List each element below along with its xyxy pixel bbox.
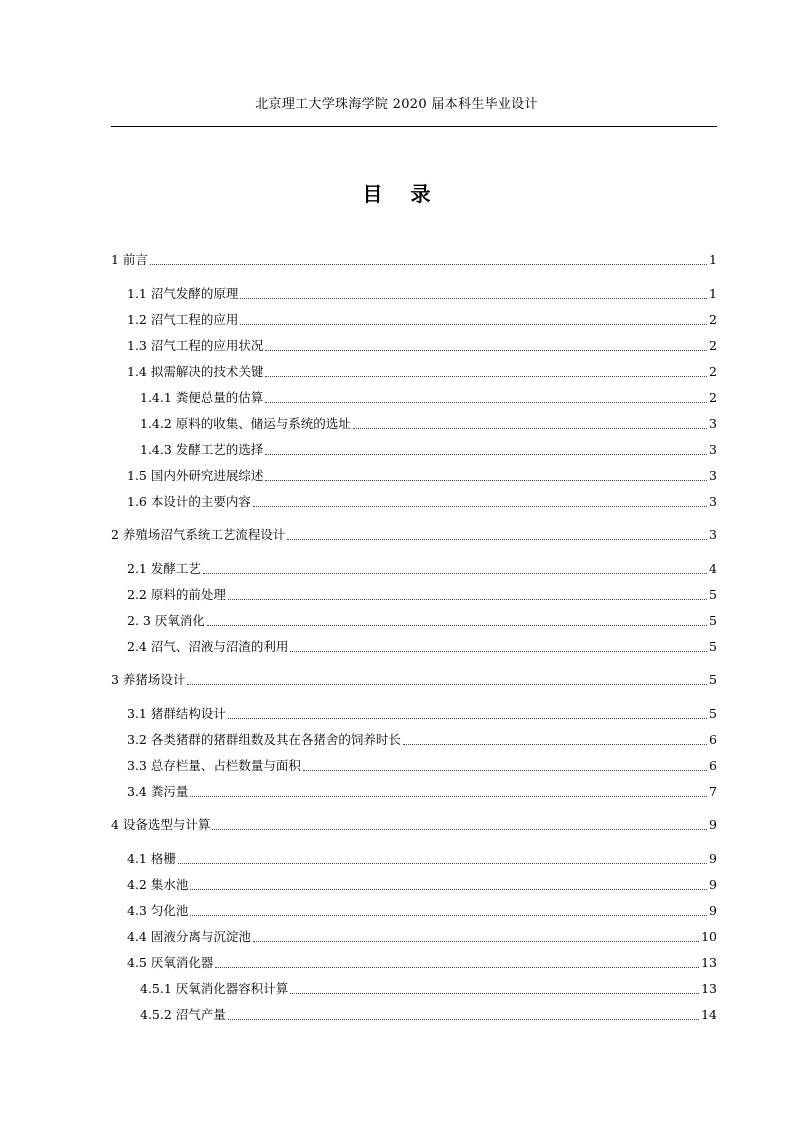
toc-entry-label: 3.2 各类猪群的猪群组数及其在各猪舍的饲养时长 [127, 731, 401, 747]
toc-entry-label: 1.2 沼气工程的应用 [127, 311, 239, 327]
toc-entry-page-number: 1 [709, 285, 717, 301]
toc-entry-page-number: 9 [709, 876, 717, 892]
toc-entry-page-number: 3 [709, 415, 717, 431]
toc-entry[interactable] [111, 585, 717, 605]
toc-entry[interactable] [111, 525, 717, 545]
toc-entry-label: 2. 3 厌氧消化 [127, 612, 205, 628]
toc-entry[interactable] [111, 388, 717, 408]
toc-entry-label: 1.4.1 粪便总量的估算 [140, 389, 264, 405]
toc-dot-leader [187, 684, 707, 685]
toc-dot-leader [228, 1019, 699, 1020]
toc-dot-leader [215, 967, 699, 968]
toc-entry-label: 4.3 匀化池 [127, 902, 189, 918]
toc-dot-leader [150, 264, 707, 265]
toc-dot-leader [207, 625, 707, 626]
toc-dot-leader [265, 376, 707, 377]
toc-dot-leader [403, 744, 707, 745]
toc-entry-page-number: 6 [709, 757, 717, 773]
toc-entry-page-number: 9 [709, 902, 717, 918]
toc-entry-page-number: 7 [709, 783, 717, 799]
toc-entry-label: 2.2 原料的前处理 [127, 586, 226, 602]
toc-entry[interactable] [111, 362, 717, 382]
toc-dot-leader [228, 599, 707, 600]
toc-dot-leader [190, 915, 707, 916]
page-header: 北京理工大学珠海学院 2020 届本科生毕业设计 [255, 97, 538, 112]
toc-entry-label: 1.4.2 原料的收集、储运与系统的选址 [140, 415, 351, 431]
toc-entry-page-number: 5 [709, 612, 717, 628]
toc-entry-page-number: 4 [709, 560, 717, 576]
toc-dot-leader [290, 993, 699, 994]
toc-entry-label: 1.5 国内外研究进展综述 [127, 467, 264, 483]
toc-entry[interactable] [111, 670, 717, 690]
toc-entry-page-number: 2 [709, 363, 717, 379]
toc-entry-page-number: 3 [709, 527, 717, 542]
toc-entry-label: 4.5.1 厌氧消化器容积计算 [140, 980, 289, 996]
toc-entry-page-number: 9 [709, 817, 717, 832]
toc-entry-page-number: 2 [709, 311, 717, 327]
toc-entry-page-number: 14 [701, 1006, 717, 1022]
toc-entry[interactable] [111, 875, 717, 895]
toc-entry-page-number: 6 [709, 731, 717, 747]
toc-entry[interactable] [111, 250, 717, 270]
toc-entry-label: 1.1 沼气发酵的原理 [127, 285, 239, 301]
toc-entry[interactable] [111, 756, 717, 776]
toc-entry-label: 4.5.2 沼气产量 [140, 1006, 226, 1022]
toc-entry[interactable] [111, 414, 717, 434]
toc-dot-leader [287, 539, 707, 540]
toc-entry[interactable] [111, 815, 717, 835]
toc-entry-page-number: 13 [701, 954, 717, 970]
toc-entry-label: 2 养殖场沼气系统工艺流程设计 [111, 527, 286, 542]
toc-entry[interactable] [111, 611, 717, 631]
toc-entry[interactable] [111, 704, 717, 724]
toc-entry[interactable] [111, 284, 717, 304]
toc-entry-label: 1.3 沼气工程的应用状况 [127, 337, 264, 353]
toc-dot-leader [240, 298, 707, 299]
toc-entry-page-number: 9 [709, 850, 717, 866]
toc-entry[interactable] [111, 849, 717, 869]
toc-title-char-2: 录 [410, 182, 431, 206]
toc-entry-label: 1 前言 [111, 252, 148, 267]
toc-entry[interactable] [111, 440, 717, 460]
toc-entry-label: 4.4 固液分离与沉淀池 [127, 928, 251, 944]
toc-dot-leader [265, 480, 707, 481]
toc-dot-leader [290, 651, 707, 652]
toc-entry-label: 4.1 格栅 [127, 850, 176, 866]
toc-entry[interactable] [111, 466, 717, 486]
toc-dot-leader [265, 350, 707, 351]
toc-entry[interactable] [111, 1005, 717, 1025]
toc-entry-label: 1.4.3 发酵工艺的选择 [140, 441, 264, 457]
toc-entry-label: 3.1 猪群结构设计 [127, 705, 226, 721]
toc-dot-leader [353, 428, 707, 429]
toc-dot-leader [240, 324, 707, 325]
toc-dot-leader [253, 506, 707, 507]
toc-entry-page-number: 3 [709, 467, 717, 483]
toc-dot-leader [212, 829, 707, 830]
toc-entry[interactable] [111, 782, 717, 802]
toc-entry-label: 3.3 总存栏量、占栏数量与面积 [127, 757, 301, 773]
toc-entry-page-number: 10 [701, 928, 717, 944]
toc-entry-page-number: 2 [709, 337, 717, 353]
toc-dot-leader [203, 573, 707, 574]
toc-entry[interactable] [111, 927, 717, 947]
toc-entry-page-number: 3 [709, 493, 717, 509]
toc-entry-label: 2.4 沼气、沼液与沼渣的利用 [127, 638, 289, 654]
toc-dot-leader [190, 796, 707, 797]
toc-dot-leader [178, 863, 707, 864]
toc-entry-label: 3 养猪场设计 [111, 672, 186, 687]
toc-dot-leader [228, 718, 707, 719]
toc-entry-page-number: 13 [701, 980, 717, 996]
header-rule [111, 126, 717, 127]
toc-entry[interactable] [111, 901, 717, 921]
toc-entry-label: 4.2 集水池 [127, 876, 189, 892]
toc-entry[interactable] [111, 953, 717, 973]
toc-entry[interactable] [111, 637, 717, 657]
toc-title-char-1: 目 [362, 182, 383, 206]
toc-entry[interactable] [111, 336, 717, 356]
toc-entry-label: 4.5 厌氧消化器 [127, 954, 214, 970]
toc-entry-page-number: 5 [709, 672, 717, 687]
toc-entry[interactable] [111, 310, 717, 330]
toc-entry-page-number: 1 [709, 252, 717, 267]
toc-dot-leader [265, 402, 707, 403]
toc-entry-page-number: 3 [709, 441, 717, 457]
toc-entry-label: 3.4 粪污量 [127, 783, 189, 799]
toc-entry[interactable] [111, 730, 717, 750]
toc-entry[interactable] [111, 492, 717, 512]
toc-entry-page-number: 5 [709, 586, 717, 602]
toc-entry[interactable] [111, 979, 717, 999]
toc-entry-page-number: 5 [709, 705, 717, 721]
toc-entry[interactable] [111, 559, 717, 579]
toc-title [0, 178, 793, 207]
toc-entry-label: 4 设备选型与计算 [111, 817, 211, 832]
toc-entry-label: 1.4 拟需解决的技术关键 [127, 363, 264, 379]
toc-entry-label: 1.6 本设计的主要内容 [127, 493, 251, 509]
toc-entry-page-number: 2 [709, 389, 717, 405]
toc-dot-leader [265, 454, 707, 455]
toc-dot-leader [303, 770, 707, 771]
toc-dot-leader [253, 941, 699, 942]
toc-entry-page-number: 5 [709, 638, 717, 654]
toc-entry-label: 2.1 发酵工艺 [127, 560, 201, 576]
toc-dot-leader [190, 889, 707, 890]
